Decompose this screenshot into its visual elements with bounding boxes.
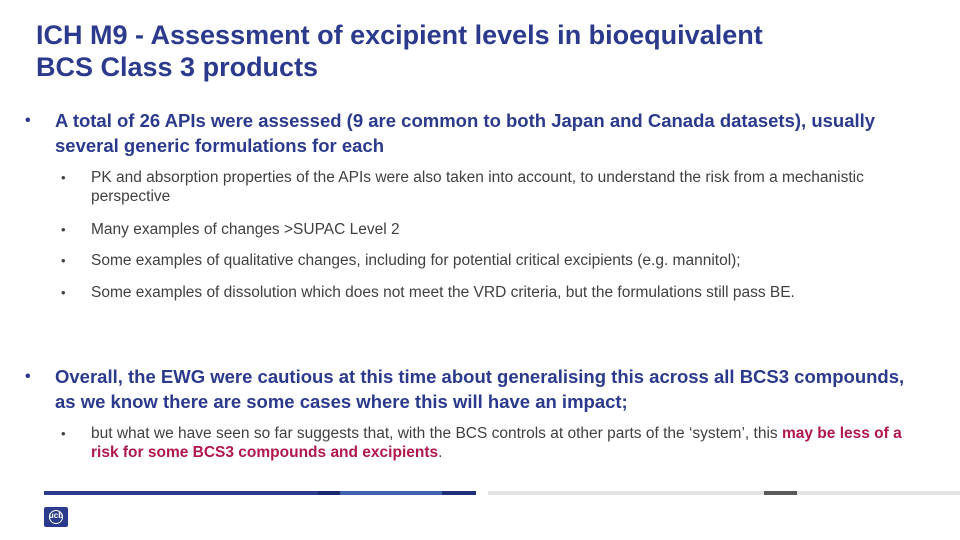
sub-bullet-pk <box>61 168 911 206</box>
sub-bullet-highlight: may be less of a risk for some BCS3 compounds and excipients <box>91 425 902 461</box>
title-line-1: ICH M9 - Assessment of excipient levels in bioequivalent <box>36 20 763 50</box>
footer-bar-segment <box>44 491 318 495</box>
bullet-dot: • <box>25 368 31 385</box>
sub-bullet-system <box>61 424 911 462</box>
sub-bullet-text: Many examples of changes >SUPAC Level 2 <box>91 221 400 238</box>
footer-bar-segment <box>488 491 764 495</box>
bullet-ewg-cautious <box>25 364 915 414</box>
bullet-dot: • <box>25 112 31 129</box>
sub-bullet-text: PK and absorption properties of the APIs were also taken into account, to understand the risk from a mechanistic perspective <box>91 169 864 205</box>
sub-bullet-dot: • <box>61 170 66 185</box>
footer-bar-segment <box>442 491 476 495</box>
footer-bar-segment <box>340 491 442 495</box>
bullet-text: A total of 26 APIs were assessed (9 are common to both Japan and Canada datasets), usually several generic formulations for each <box>55 110 876 156</box>
sub-bullet-qualitative <box>61 251 911 270</box>
sub-bullet-dot: • <box>61 285 66 300</box>
sub-bullet-dot: • <box>61 426 66 441</box>
sub-bullet-dot: • <box>61 222 66 237</box>
sub-bullet-dissolution <box>61 283 911 302</box>
footer-bar-segment <box>797 491 960 495</box>
footer-bar-segment <box>318 491 340 495</box>
logo-text: ucb <box>48 511 64 520</box>
sub-bullet-supac <box>61 220 911 239</box>
ucb-logo <box>44 507 68 527</box>
title-line-2: BCS Class 3 products <box>36 52 319 82</box>
slide-title <box>36 19 916 83</box>
bullet-apis-assessed <box>25 108 915 158</box>
sub-bullet-end: . <box>438 444 443 461</box>
sub-bullet-text: Some examples of dissolution which does not meet the VRD criteria, but the formulations still pass BE. <box>91 284 795 301</box>
footer-bar-segment <box>764 491 797 495</box>
bullet-text: Overall, the EWG were cautious at this time about generalising this across all BCS3 compounds, as we know there are some cases where this will have an impact; <box>55 366 905 412</box>
sub-bullet-text: Some examples of qualitative changes, including for potential critical excipients (e.g. mannitol); <box>91 252 741 269</box>
sub-bullet-plain: but what we have seen so far suggests that, with the BCS controls at other parts of the ‘system’, this <box>91 425 782 442</box>
sub-bullet-dot: • <box>61 253 66 268</box>
